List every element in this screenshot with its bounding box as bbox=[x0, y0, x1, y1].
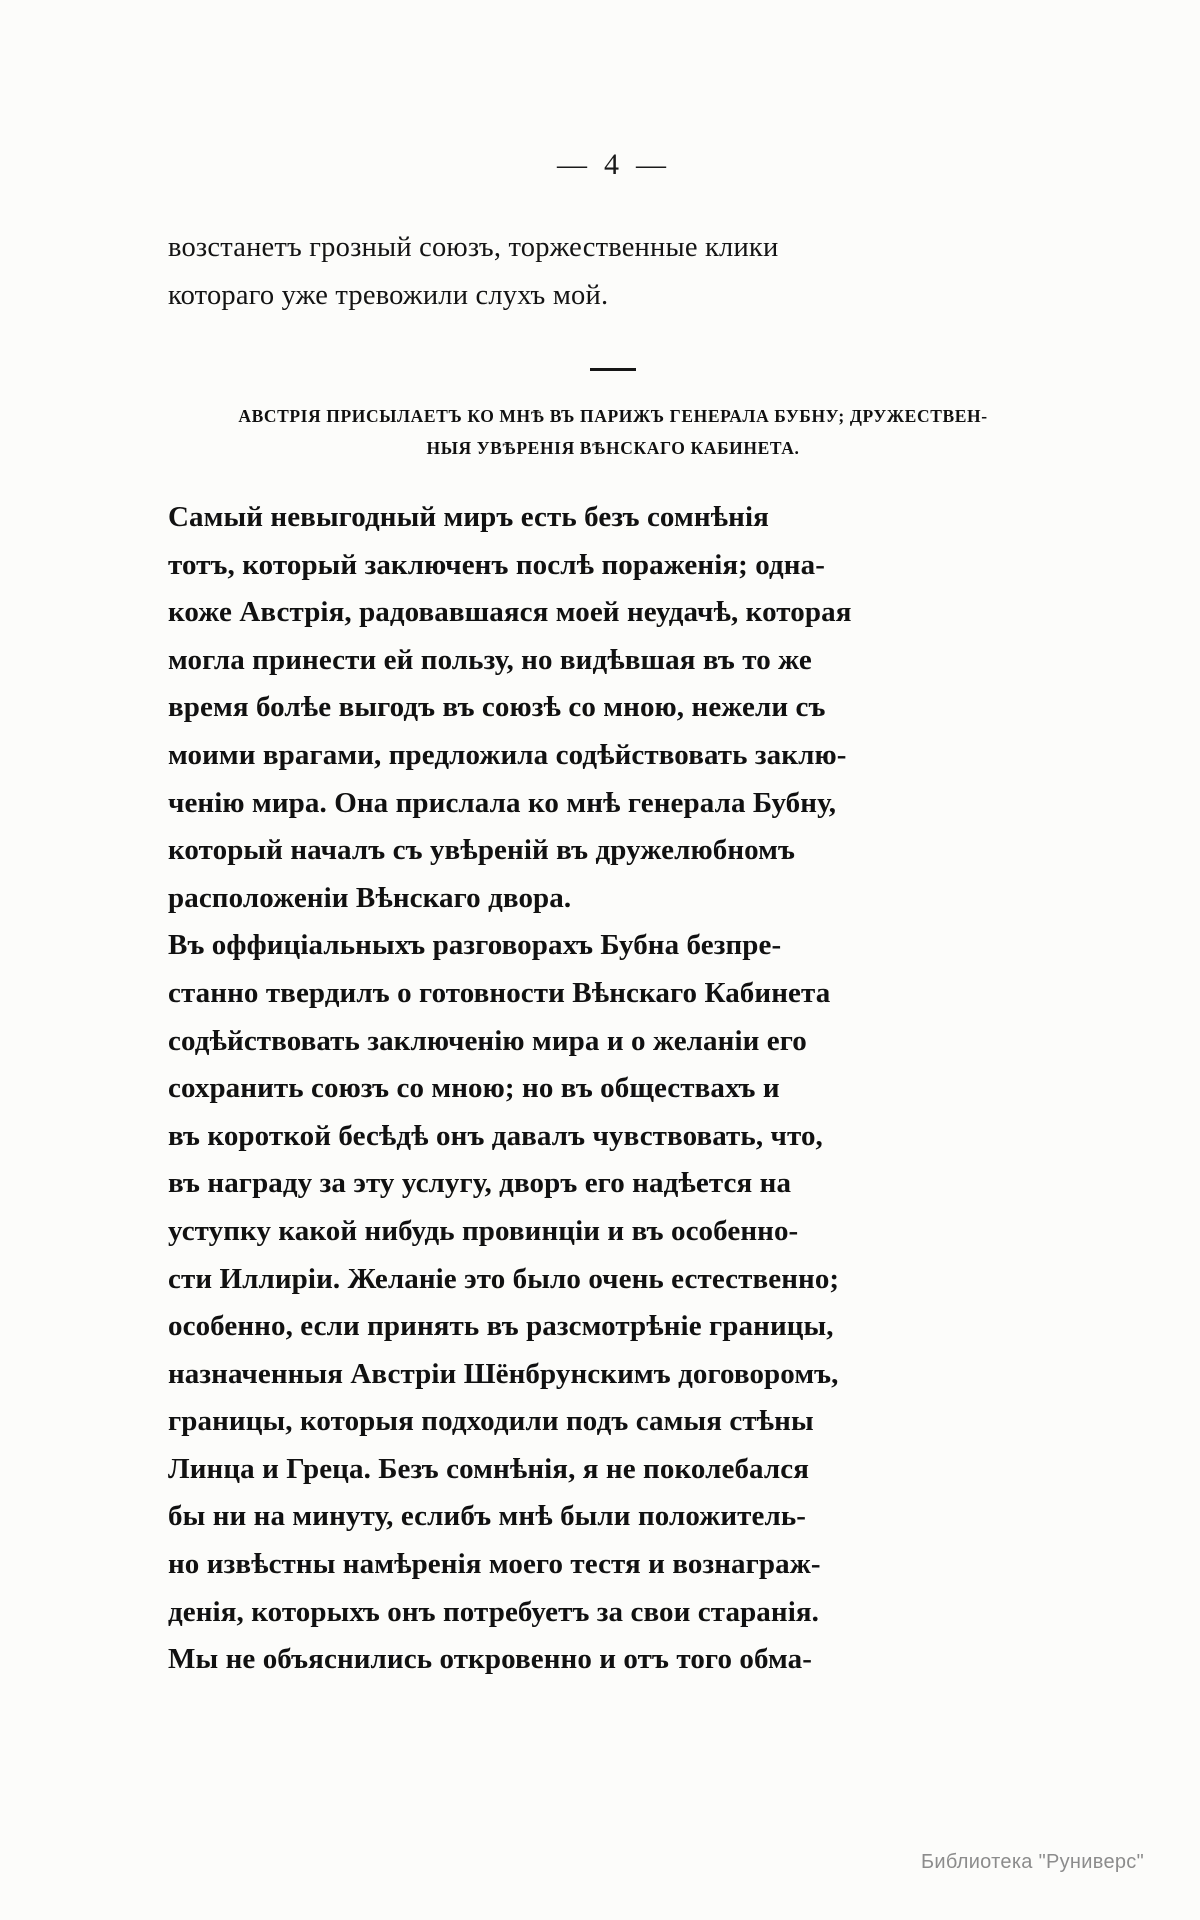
page-content bbox=[168, 0, 1058, 1684]
body-line: назначенныя Австріи Шёнбрунскимъ договоромъ, bbox=[168, 1357, 839, 1390]
divider-rule-icon bbox=[590, 368, 636, 371]
body-line: сти Иллиріи. Желаніе это было очень естественно; bbox=[168, 1262, 840, 1295]
section-heading-line: АВСТРІЯ ПРИСЫЛАЕТЪ КО МНѢ ВЪ ПАРИЖЪ ГЕНЕРАЛА БУБНУ; ДРУЖЕСТВЕН- bbox=[238, 406, 988, 426]
body-line: время болѣе выгодъ въ союзѣ со мною, нежели съ bbox=[168, 691, 826, 724]
body-line: могла принести ей пользу, но видѣвшая въ то же bbox=[168, 643, 812, 676]
body-line: въ короткой бесѣдѣ онъ давалъ чувствовать, что, bbox=[168, 1119, 823, 1152]
library-watermark: Библиотека "Руниверс" bbox=[920, 1851, 1144, 1873]
body-line: Линца и Греца. Безъ сомнѣнія, я не поколебался bbox=[168, 1452, 810, 1485]
body-line: моими врагами, предложила содѣйствовать заклю- bbox=[168, 738, 847, 771]
body-line: Въ оффиціальныхъ разговорахъ Бубна безпре- bbox=[168, 929, 782, 962]
section-heading-line: НЫЯ УВѢРЕНІЯ ВѢНСКАГО КАБИНЕТА. bbox=[426, 438, 800, 458]
lead-line: возстанетъ грозный союзъ, торжественные клики bbox=[168, 232, 779, 263]
body-line: въ награду за эту услугу, дворъ его надѣется на bbox=[168, 1167, 792, 1200]
body-line: станно твердилъ о готовности Вѣнскаго Кабинета bbox=[168, 976, 831, 1009]
body-line: содѣйствовать заключенію мира и о желаніи его bbox=[168, 1024, 807, 1057]
body-line: денія, которыхъ онъ потребуетъ за свои старанія. bbox=[168, 1595, 819, 1628]
body-line: сохранить союзъ со мною; но въ обществахъ и bbox=[168, 1072, 780, 1105]
folio-dash-left: — bbox=[557, 148, 590, 181]
body-paragraph-1 bbox=[168, 494, 1058, 922]
lead-paragraph bbox=[168, 224, 1058, 320]
body-line: Мы не объяснились откровенно и отъ того обма- bbox=[168, 1643, 813, 1676]
section-heading bbox=[168, 400, 1058, 464]
body-line: границы, которыя подходили подъ самыя стѣны bbox=[168, 1405, 814, 1438]
lead-line: котораго уже тревожили слухъ мой. bbox=[168, 280, 609, 311]
body-line: тотъ, который заключенъ послѣ пораженія; одна- bbox=[168, 548, 825, 581]
body-line: но извѣстны намѣренія моего тестя и вознаграж- bbox=[168, 1548, 821, 1581]
page-folio bbox=[168, 148, 1058, 182]
body-line: Самый невыгодный миръ есть безъ сомнѣнія bbox=[168, 501, 769, 533]
section-divider bbox=[168, 360, 1058, 378]
body-line: расположеніи Вѣнскаго двора. bbox=[168, 881, 572, 914]
body-line: коже Австрія, радовавшаяся моей неудачѣ, которая bbox=[168, 596, 852, 629]
body-paragraph-2 bbox=[168, 922, 1058, 1684]
body-line: особенно, если принять въ разсмотрѣніе границы, bbox=[168, 1310, 834, 1343]
body-line: уступку какой нибудь провинціи и въ особенно- bbox=[168, 1214, 799, 1247]
body-line: бы ни на минуту, еслибъ мнѣ были положитель- bbox=[168, 1500, 807, 1533]
body-line: ченію мира. Она прислала ко мнѣ генерала Бубну, bbox=[168, 786, 837, 819]
folio-number: 4 bbox=[604, 148, 622, 181]
body-line: который началъ съ увѣреній въ дружелюбномъ bbox=[168, 834, 796, 867]
folio-dash-right: — bbox=[636, 148, 669, 181]
